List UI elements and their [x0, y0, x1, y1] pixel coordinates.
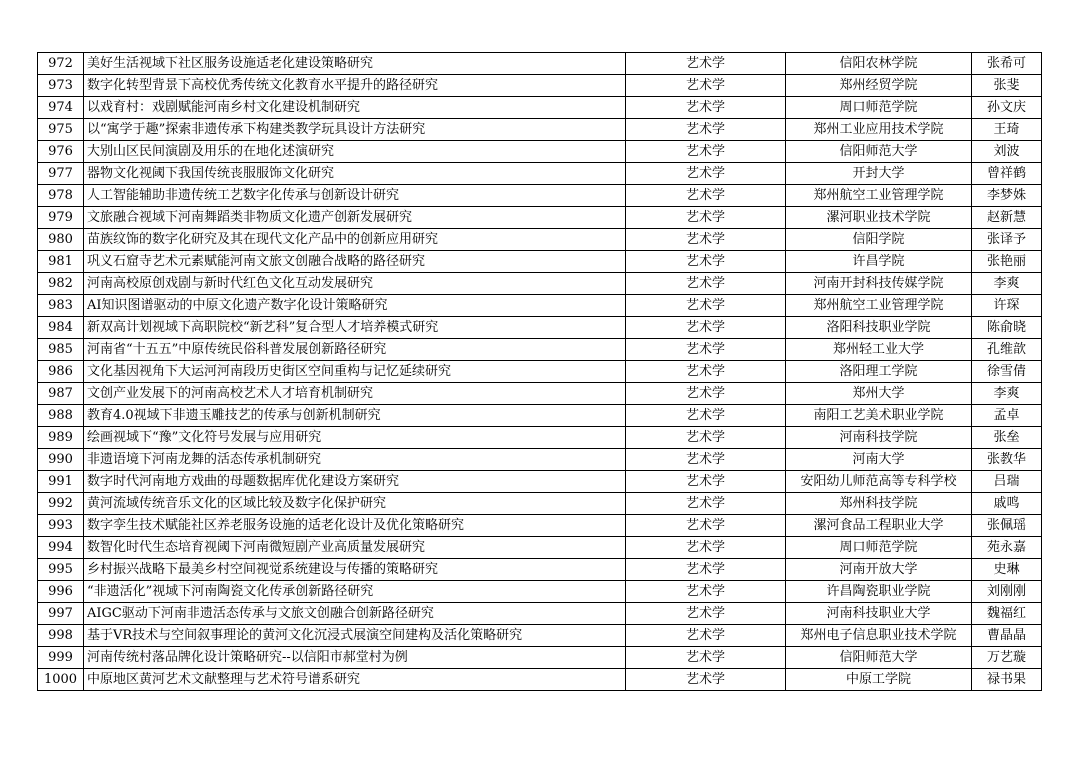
institution-cell: 南阳工艺美术职业学院: [786, 405, 972, 427]
institution-cell: 郑州科技学院: [786, 493, 972, 515]
institution-cell: 郑州经贸学院: [786, 75, 972, 97]
discipline-cell: 艺术学: [626, 119, 786, 141]
principal-investigator-cell: 魏福红: [972, 603, 1042, 625]
institution-cell: 许昌陶瓷职业学院: [786, 581, 972, 603]
project-number-cell: 983: [38, 295, 84, 317]
discipline-cell: 艺术学: [626, 185, 786, 207]
institution-cell: 河南科技学院: [786, 427, 972, 449]
table-row: [38, 97, 1042, 119]
principal-investigator-cell: 张佩瑶: [972, 515, 1042, 537]
institution-cell: 郑州电子信息职业技术学院: [786, 625, 972, 647]
table-row: [38, 515, 1042, 537]
institution-cell: 信阳学院: [786, 229, 972, 251]
institution-cell: 洛阳科技职业学院: [786, 317, 972, 339]
discipline-cell: 艺术学: [626, 361, 786, 383]
institution-cell: 许昌学院: [786, 251, 972, 273]
discipline-cell: 艺术学: [626, 581, 786, 603]
table-row: [38, 383, 1042, 405]
project-number-cell: 1000: [38, 669, 84, 691]
project-number-cell: 991: [38, 471, 84, 493]
principal-investigator-cell: 李梦姝: [972, 185, 1042, 207]
institution-cell: 郑州大学: [786, 383, 972, 405]
principal-investigator-cell: 张教华: [972, 449, 1042, 471]
project-title-cell: 文旅融合视域下河南舞蹈类非物质文化遗产创新发展研究: [84, 207, 626, 229]
institution-cell: 周口师范学院: [786, 97, 972, 119]
project-number-cell: 979: [38, 207, 84, 229]
project-title-cell: 基于VR技术与空间叙事理论的黄河文化沉浸式展演空间建构及活化策略研究: [84, 625, 626, 647]
project-title-cell: 数字时代河南地方戏曲的母题数据库优化建设方案研究: [84, 471, 626, 493]
discipline-cell: 艺术学: [626, 625, 786, 647]
project-number-cell: 974: [38, 97, 84, 119]
project-title-cell: 文创产业发展下的河南高校艺术人才培育机制研究: [84, 383, 626, 405]
principal-investigator-cell: 赵新慧: [972, 207, 1042, 229]
table-row: [38, 339, 1042, 361]
principal-investigator-cell: 苑永嘉: [972, 537, 1042, 559]
table-row: [38, 669, 1042, 691]
institution-cell: 河南大学: [786, 449, 972, 471]
principal-investigator-cell: 王琦: [972, 119, 1042, 141]
project-title-cell: 乡村振兴战略下最美乡村空间视觉系统建设与传播的策略研究: [84, 559, 626, 581]
project-number-cell: 976: [38, 141, 84, 163]
discipline-cell: 艺术学: [626, 251, 786, 273]
project-title-cell: 教育4.0视域下非遗玉雕技艺的传承与创新机制研究: [84, 405, 626, 427]
principal-investigator-cell: 许琛: [972, 295, 1042, 317]
principal-investigator-cell: 张垒: [972, 427, 1042, 449]
discipline-cell: 艺术学: [626, 75, 786, 97]
project-number-cell: 997: [38, 603, 84, 625]
institution-cell: 安阳幼儿师范高等专科学校: [786, 471, 972, 493]
principal-investigator-cell: 李爽: [972, 383, 1042, 405]
table-row: [38, 471, 1042, 493]
project-number-cell: 975: [38, 119, 84, 141]
project-number-cell: 972: [38, 53, 84, 75]
project-number-cell: 988: [38, 405, 84, 427]
project-title-cell: 大别山区民间演剧及用乐的在地化述演研究: [84, 141, 626, 163]
discipline-cell: 艺术学: [626, 669, 786, 691]
project-number-cell: 978: [38, 185, 84, 207]
project-title-cell: 中原地区黄河艺术文献整理与艺术符号谱系研究: [84, 669, 626, 691]
institution-cell: 漯河职业技术学院: [786, 207, 972, 229]
project-title-cell: “非遗活化”视域下河南陶瓷文化传承创新路径研究: [84, 581, 626, 603]
discipline-cell: 艺术学: [626, 141, 786, 163]
table-row: [38, 229, 1042, 251]
principal-investigator-cell: 张希可: [972, 53, 1042, 75]
institution-cell: 信阳师范大学: [786, 647, 972, 669]
project-number-cell: 985: [38, 339, 84, 361]
table-row: [38, 53, 1042, 75]
table-row: [38, 581, 1042, 603]
principal-investigator-cell: 孔维歆: [972, 339, 1042, 361]
discipline-cell: 艺术学: [626, 207, 786, 229]
table-row: [38, 427, 1042, 449]
project-number-cell: 981: [38, 251, 84, 273]
institution-cell: 郑州航空工业管理学院: [786, 185, 972, 207]
institution-cell: 洛阳理工学院: [786, 361, 972, 383]
institution-cell: 河南科技职业大学: [786, 603, 972, 625]
institution-cell: 周口师范学院: [786, 537, 972, 559]
discipline-cell: 艺术学: [626, 427, 786, 449]
project-title-cell: AI知识图谱驱动的中原文化遗产数字化设计策略研究: [84, 295, 626, 317]
project-title-cell: 苗族纹饰的数字化研究及其在现代文化产品中的创新应用研究: [84, 229, 626, 251]
table-row: [38, 119, 1042, 141]
principal-investigator-cell: 刘刚刚: [972, 581, 1042, 603]
project-number-cell: 986: [38, 361, 84, 383]
discipline-cell: 艺术学: [626, 515, 786, 537]
project-title-cell: 河南省“十五五”中原传统民俗科普发展创新路径研究: [84, 339, 626, 361]
institution-cell: 郑州工业应用技术学院: [786, 119, 972, 141]
project-title-cell: 河南高校原创戏剧与新时代红色文化互动发展研究: [84, 273, 626, 295]
discipline-cell: 艺术学: [626, 537, 786, 559]
discipline-cell: 艺术学: [626, 229, 786, 251]
project-number-cell: 999: [38, 647, 84, 669]
discipline-cell: 艺术学: [626, 273, 786, 295]
project-title-cell: 数字孪生技术赋能社区养老服务设施的适老化设计及优化策略研究: [84, 515, 626, 537]
principal-investigator-cell: 禄书果: [972, 669, 1042, 691]
table-row: [38, 493, 1042, 515]
principal-investigator-cell: 徐雪倩: [972, 361, 1042, 383]
project-title-cell: 黄河流域传统音乐文化的区域比较及数字化保护研究: [84, 493, 626, 515]
institution-cell: 信阳师范大学: [786, 141, 972, 163]
principal-investigator-cell: 曾祥鹤: [972, 163, 1042, 185]
project-number-cell: 992: [38, 493, 84, 515]
project-table: [37, 52, 1042, 691]
project-title-cell: 河南传统村落品牌化设计策略研究--以信阳市郝堂村为例: [84, 647, 626, 669]
discipline-cell: 艺术学: [626, 97, 786, 119]
principal-investigator-cell: 陈俞晓: [972, 317, 1042, 339]
discipline-cell: 艺术学: [626, 317, 786, 339]
principal-investigator-cell: 吕瑞: [972, 471, 1042, 493]
table-row: [38, 449, 1042, 471]
discipline-cell: 艺术学: [626, 295, 786, 317]
table-row: [38, 251, 1042, 273]
discipline-cell: 艺术学: [626, 383, 786, 405]
principal-investigator-cell: 张译予: [972, 229, 1042, 251]
project-number-cell: 990: [38, 449, 84, 471]
table-row: [38, 185, 1042, 207]
principal-investigator-cell: 孙文庆: [972, 97, 1042, 119]
project-title-cell: 数字化转型背景下高校优秀传统文化教育水平提升的路径研究: [84, 75, 626, 97]
principal-investigator-cell: 张斐: [972, 75, 1042, 97]
discipline-cell: 艺术学: [626, 559, 786, 581]
project-number-cell: 998: [38, 625, 84, 647]
project-number-cell: 995: [38, 559, 84, 581]
project-title-cell: 器物文化视阈下我国传统丧服服饰文化研究: [84, 163, 626, 185]
project-number-cell: 982: [38, 273, 84, 295]
project-title-cell: 以“寓学于趣”探索非遗传承下构建类教学玩具设计方法研究: [84, 119, 626, 141]
discipline-cell: 艺术学: [626, 339, 786, 361]
project-title-cell: 数智化时代生态培育视阈下河南微短剧产业高质量发展研究: [84, 537, 626, 559]
discipline-cell: 艺术学: [626, 449, 786, 471]
table-row: [38, 603, 1042, 625]
project-number-cell: 987: [38, 383, 84, 405]
table-row: [38, 207, 1042, 229]
principal-investigator-cell: 张艳丽: [972, 251, 1042, 273]
institution-cell: 中原工学院: [786, 669, 972, 691]
project-number-cell: 980: [38, 229, 84, 251]
project-title-cell: 美好生活视域下社区服务设施适老化建设策略研究: [84, 53, 626, 75]
project-title-cell: 巩义石窟寺艺术元素赋能河南文旅文创融合战略的路径研究: [84, 251, 626, 273]
institution-cell: 郑州航空工业管理学院: [786, 295, 972, 317]
project-number-cell: 993: [38, 515, 84, 537]
table-row: [38, 559, 1042, 581]
principal-investigator-cell: 李爽: [972, 273, 1042, 295]
project-number-cell: 989: [38, 427, 84, 449]
discipline-cell: 艺术学: [626, 647, 786, 669]
table-row: [38, 141, 1042, 163]
principal-investigator-cell: 孟卓: [972, 405, 1042, 427]
project-number-cell: 996: [38, 581, 84, 603]
project-table-body: [38, 53, 1042, 691]
principal-investigator-cell: 万艺璇: [972, 647, 1042, 669]
principal-investigator-cell: 戚鸣: [972, 493, 1042, 515]
project-list-sheet: [37, 52, 1042, 691]
discipline-cell: 艺术学: [626, 163, 786, 185]
discipline-cell: 艺术学: [626, 405, 786, 427]
principal-investigator-cell: 史琳: [972, 559, 1042, 581]
table-row: [38, 163, 1042, 185]
principal-investigator-cell: 刘波: [972, 141, 1042, 163]
discipline-cell: 艺术学: [626, 53, 786, 75]
project-number-cell: 977: [38, 163, 84, 185]
institution-cell: 开封大学: [786, 163, 972, 185]
table-row: [38, 625, 1042, 647]
discipline-cell: 艺术学: [626, 493, 786, 515]
table-row: [38, 273, 1042, 295]
institution-cell: 河南开封科技传媒学院: [786, 273, 972, 295]
project-title-cell: 人工智能辅助非遗传统工艺数字化传承与创新设计研究: [84, 185, 626, 207]
principal-investigator-cell: 曹晶晶: [972, 625, 1042, 647]
project-number-cell: 984: [38, 317, 84, 339]
table-row: [38, 295, 1042, 317]
discipline-cell: 艺术学: [626, 471, 786, 493]
project-title-cell: 绘画视域下“豫”文化符号发展与应用研究: [84, 427, 626, 449]
table-row: [38, 405, 1042, 427]
project-title-cell: 新双高计划视域下高职院校“新艺科”复合型人才培养模式研究: [84, 317, 626, 339]
table-row: [38, 361, 1042, 383]
project-title-cell: 以戏育村：戏剧赋能河南乡村文化建设机制研究: [84, 97, 626, 119]
project-number-cell: 973: [38, 75, 84, 97]
project-title-cell: AIGC驱动下河南非遗活态传承与文旅文创融合创新路径研究: [84, 603, 626, 625]
table-row: [38, 75, 1042, 97]
institution-cell: 河南开放大学: [786, 559, 972, 581]
discipline-cell: 艺术学: [626, 603, 786, 625]
project-title-cell: 文化基因视角下大运河河南段历史街区空间重构与记忆延续研究: [84, 361, 626, 383]
institution-cell: 信阳农林学院: [786, 53, 972, 75]
table-row: [38, 317, 1042, 339]
table-row: [38, 537, 1042, 559]
project-number-cell: 994: [38, 537, 84, 559]
table-row: [38, 647, 1042, 669]
project-title-cell: 非遗语境下河南龙舞的活态传承机制研究: [84, 449, 626, 471]
institution-cell: 郑州轻工业大学: [786, 339, 972, 361]
institution-cell: 漯河食品工程职业大学: [786, 515, 972, 537]
